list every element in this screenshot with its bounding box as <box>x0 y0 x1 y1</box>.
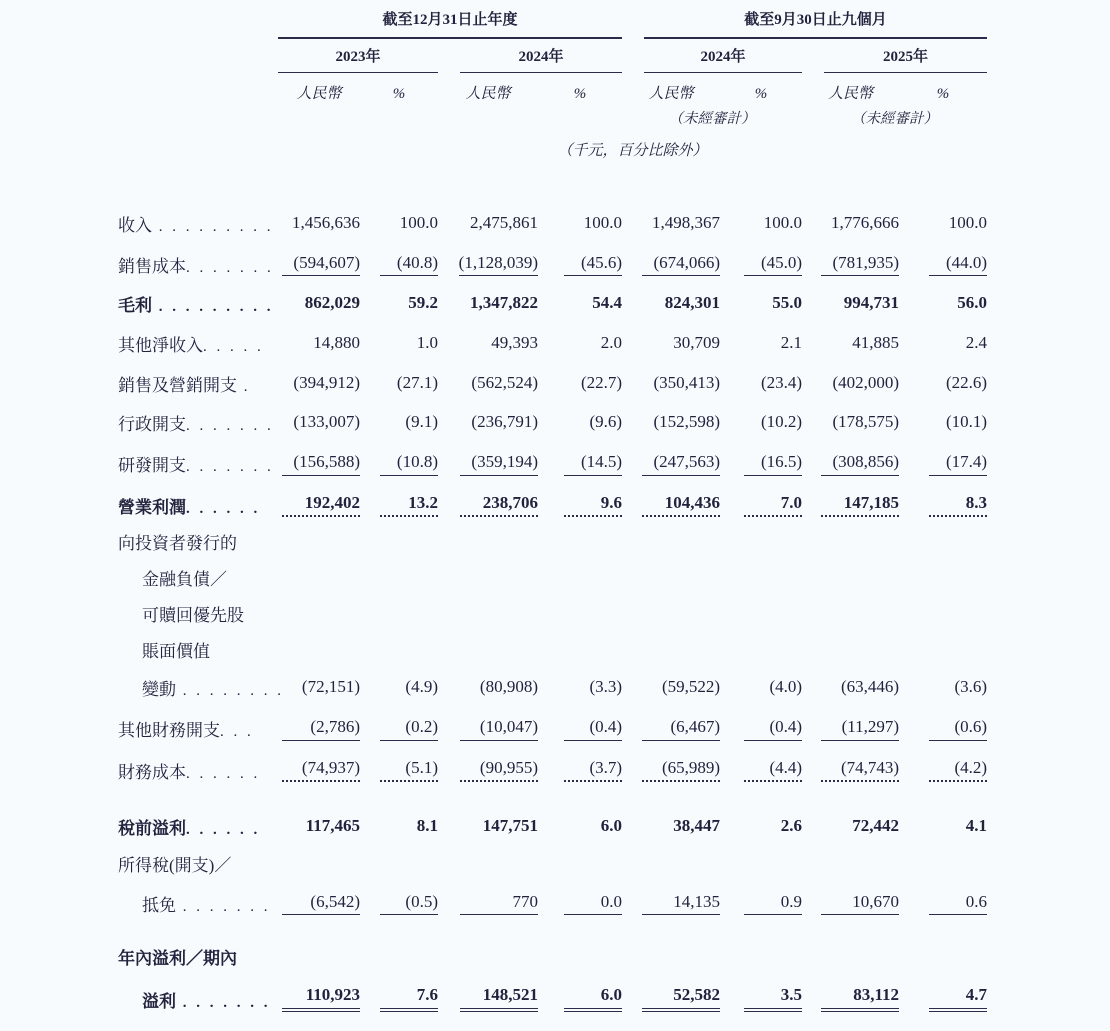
table-row <box>118 325 987 365</box>
amount-value: (562,524) <box>471 372 538 392</box>
amount-value: (178,575) <box>832 412 900 432</box>
table-row <box>118 526 987 562</box>
table-row <box>118 444 987 485</box>
percent-value: (9.6) <box>589 412 623 432</box>
table-row <box>118 285 987 325</box>
table-row <box>118 634 987 670</box>
dot-leader: . . . . . . . <box>186 418 274 435</box>
row-label: 銷售成本 <box>118 256 186 276</box>
amount-value: (2,786) <box>282 718 360 741</box>
amount-value: 147,751 <box>482 816 538 836</box>
amount-value: (402,000) <box>832 372 900 392</box>
amount-value: (781,935) <box>821 254 899 277</box>
unaudited-note-row <box>118 103 987 128</box>
dot-leader: . . . . . . . <box>186 459 274 476</box>
amount-value: 192,402 <box>282 494 360 518</box>
amount-value: (80,908) <box>479 677 538 697</box>
table-row <box>118 791 987 848</box>
percent-value: 6.0 <box>564 986 622 1012</box>
percent-value: (0.2) <box>380 718 438 741</box>
dot-leader: . . . . . . <box>186 822 261 839</box>
percent-value: 0.6 <box>929 893 987 916</box>
period-group-nine-months: 截至9月30日止九個月 <box>644 12 987 39</box>
amount-value: 1,456,636 <box>292 212 360 232</box>
amount-value: 1,776,666 <box>831 212 900 232</box>
amount-value: 1,498,367 <box>652 212 721 232</box>
row-label: 營業利潤 <box>118 497 186 517</box>
amount-value: (350,413) <box>653 372 721 392</box>
period-group-header-row <box>118 12 987 39</box>
percent-value: (0.5) <box>380 893 438 916</box>
amount-value: (247,563) <box>642 453 720 476</box>
dot-leader: . . . . . . . . . <box>152 299 274 316</box>
amount-value: 994,731 <box>843 293 900 313</box>
table-row <box>118 598 987 634</box>
percent-value: (4.0) <box>769 677 803 697</box>
row-label: 財務成本 <box>118 762 186 782</box>
row-label: 稅前溢利 <box>118 819 186 839</box>
percent-column-header: % <box>392 86 406 102</box>
year-2025-header: 2025年 <box>824 49 987 74</box>
percent-value: 9.6 <box>564 494 622 518</box>
percent-column-header: % <box>754 86 768 102</box>
row-label: 其他財務開支 <box>118 720 220 740</box>
row-label: 可贖回優先股 <box>142 605 244 625</box>
percent-value: (0.6) <box>929 718 987 741</box>
amount-value: 30,709 <box>673 333 721 352</box>
amount-value: 52,582 <box>642 986 720 1012</box>
percent-value: 54.4 <box>592 293 623 313</box>
percent-value: 6.0 <box>600 816 623 836</box>
amount-value: (6,542) <box>282 893 360 916</box>
percent-value: (27.1) <box>396 372 438 392</box>
unaudited-note: （未經審計） <box>668 110 756 127</box>
period-group-year-ended: 截至12月31日止年度 <box>278 12 622 39</box>
dot-leader: . . . . . . . <box>176 898 271 915</box>
amount-value: (59,522) <box>661 677 721 697</box>
percent-value: 100.0 <box>948 212 988 232</box>
amount-value: (236,791) <box>471 412 538 432</box>
percent-value: 100.0 <box>583 212 623 232</box>
amount-value: 862,029 <box>304 293 360 313</box>
row-label: 所得稅(開支)／ <box>118 855 232 875</box>
amount-value: (63,446) <box>840 677 900 697</box>
row-label: 賬面價值 <box>142 641 210 661</box>
amount-value: 2,475,861 <box>470 212 538 232</box>
amount-value: (10,047) <box>460 718 538 741</box>
percent-value: (45.0) <box>744 254 802 277</box>
percent-value: 59.2 <box>408 293 438 313</box>
table-row <box>118 562 987 598</box>
amount-value: (359,194) <box>460 453 538 476</box>
amount-value: 110,923 <box>282 986 360 1012</box>
percent-value: 56.0 <box>957 293 988 313</box>
table-body <box>118 190 987 1021</box>
percent-value: (4.9) <box>405 677 438 697</box>
row-label: 金融負債／ <box>142 570 227 590</box>
amount-value: (133,007) <box>293 412 360 432</box>
row-label: 毛利 <box>118 296 152 316</box>
percent-value: 3.5 <box>744 986 802 1012</box>
row-label: 研發開支 <box>118 456 186 476</box>
dot-leader: . . . . . . <box>186 765 261 782</box>
row-label: 向投資者發行的 <box>118 534 237 554</box>
percent-column-header: % <box>573 86 587 102</box>
amount-value: 72,442 <box>852 816 900 836</box>
percent-value: 2.1 <box>780 333 803 352</box>
percent-value: (40.8) <box>380 254 438 277</box>
amount-value: (1,128,039) <box>459 254 538 277</box>
row-label: 銷售及營銷開支 <box>118 375 237 395</box>
percent-value: (3.6) <box>954 677 988 697</box>
unit-note-row <box>118 127 987 190</box>
percent-value: 55.0 <box>772 293 803 313</box>
amount-value: (594,607) <box>282 254 360 277</box>
table-row <box>118 709 987 750</box>
percent-value: 4.7 <box>929 986 987 1012</box>
percent-value: 2.0 <box>600 333 623 352</box>
dot-leader: . . . . . . . . <box>176 683 284 700</box>
percent-value: 8.3 <box>929 494 987 518</box>
row-label: 收入 <box>118 215 152 235</box>
rmb-column-header: 人民幣 <box>465 86 511 102</box>
amount-value: 238,706 <box>460 494 538 518</box>
row-label: 行政開支 <box>118 415 186 435</box>
percent-value: (10.8) <box>380 453 438 476</box>
percent-value: (10.1) <box>945 412 988 432</box>
percent-value: (45.6) <box>564 254 622 277</box>
table-row <box>118 669 987 709</box>
table-row <box>118 750 987 792</box>
percent-value: 8.1 <box>416 816 438 836</box>
amount-value: (394,912) <box>293 372 360 392</box>
percent-value: (10.2) <box>760 412 803 432</box>
percent-value: (44.0) <box>929 254 987 277</box>
percent-value: (3.7) <box>564 759 622 783</box>
dot-leader: . . . . . . . <box>186 259 274 276</box>
table-row <box>118 924 987 977</box>
amount-value: 83,112 <box>821 986 899 1012</box>
table-row <box>118 404 987 444</box>
rmb-column-header: 人民幣 <box>648 86 694 102</box>
percent-value: (4.2) <box>929 759 987 783</box>
row-label: 其他淨收入 <box>118 336 203 355</box>
percent-column-header: % <box>936 86 950 102</box>
amount-value: (11,297) <box>821 718 899 741</box>
row-label: 年內溢利／期內 <box>118 949 237 969</box>
percent-value: (0.4) <box>564 718 622 741</box>
dot-leader: . . . . . . . . . <box>152 218 274 235</box>
amount-value: (152,598) <box>653 412 721 432</box>
percent-value: 2.6 <box>780 816 803 836</box>
percent-value: 0.0 <box>564 893 622 916</box>
table-row <box>118 977 987 1021</box>
percent-value: 100.0 <box>399 212 438 232</box>
amount-value: 147,185 <box>821 494 899 518</box>
amount-value: 824,301 <box>664 293 721 313</box>
percent-value: (16.5) <box>744 453 802 476</box>
amount-value: 117,465 <box>305 816 360 836</box>
percent-value: 2.4 <box>965 333 988 352</box>
year-header-row <box>118 39 987 74</box>
income-statement-table <box>118 12 987 1021</box>
table-row <box>118 485 987 527</box>
percent-value: 1.0 <box>416 333 438 352</box>
percent-value: 13.2 <box>380 494 438 518</box>
percent-value: 4.1 <box>965 816 988 836</box>
dot-leader: . . . . . <box>203 339 264 355</box>
rmb-column-header: 人民幣 <box>828 86 874 102</box>
unaudited-note: （未經審計） <box>851 110 939 127</box>
percent-value: (5.1) <box>380 759 438 783</box>
dot-leader: . . . <box>220 723 254 740</box>
amount-value: (74,743) <box>821 759 899 783</box>
amount-value: (6,467) <box>642 718 720 741</box>
table-row <box>118 245 987 286</box>
percent-value: 0.9 <box>744 893 802 916</box>
amount-value: 49,393 <box>491 333 538 352</box>
percent-value: (17.4) <box>929 453 987 476</box>
amount-value: (65,989) <box>642 759 720 783</box>
amount-value: 104,436 <box>642 494 720 518</box>
amount-value: 10,670 <box>821 893 899 916</box>
amount-value: 14,135 <box>642 893 720 916</box>
amount-value: (156,588) <box>282 453 360 476</box>
percent-value: (23.4) <box>760 372 803 392</box>
amount-value: (90,955) <box>460 759 538 783</box>
year-2023-header: 2023年 <box>278 49 438 74</box>
table-row <box>118 365 987 405</box>
amount-value: (674,066) <box>642 254 720 277</box>
percent-value: 100.0 <box>763 212 803 232</box>
year-2024-9m-header: 2024年 <box>644 49 802 74</box>
amount-value: (74,937) <box>282 759 360 783</box>
row-label: 變動 <box>142 680 176 700</box>
percent-value: (22.6) <box>945 372 988 392</box>
row-label: 溢利 <box>142 992 176 1011</box>
percent-value: (3.3) <box>589 677 623 697</box>
amount-value: (308,856) <box>821 453 899 476</box>
column-header-row <box>118 73 987 103</box>
percent-value: (9.1) <box>405 412 438 432</box>
dot-leader: . . . . . . . <box>176 995 271 1011</box>
percent-value: (0.4) <box>744 718 802 741</box>
percent-value: (14.5) <box>564 453 622 476</box>
percent-value: (22.7) <box>580 372 623 392</box>
amount-value: 148,521 <box>460 986 538 1012</box>
rmb-column-header: 人民幣 <box>296 86 342 102</box>
amount-value: 41,885 <box>852 333 900 352</box>
amount-value: 1,347,822 <box>470 293 538 313</box>
year-2024-header: 2024年 <box>460 49 622 74</box>
table-row <box>118 190 987 245</box>
dot-leader: . <box>237 378 251 395</box>
row-label: 抵免 <box>142 895 176 915</box>
table-row <box>118 884 987 925</box>
percent-value: (4.4) <box>744 759 802 783</box>
amount-value: 14,880 <box>313 333 360 352</box>
amount-value: (72,151) <box>301 677 360 697</box>
amount-value: 770 <box>460 893 538 916</box>
percent-value: 7.6 <box>380 986 438 1012</box>
dot-leader: . . . . . . <box>186 500 261 517</box>
unit-note: （千元，百分比除外） <box>557 143 708 160</box>
percent-value: 7.0 <box>744 494 802 518</box>
amount-value: 38,447 <box>673 816 721 836</box>
table-row <box>118 848 987 884</box>
